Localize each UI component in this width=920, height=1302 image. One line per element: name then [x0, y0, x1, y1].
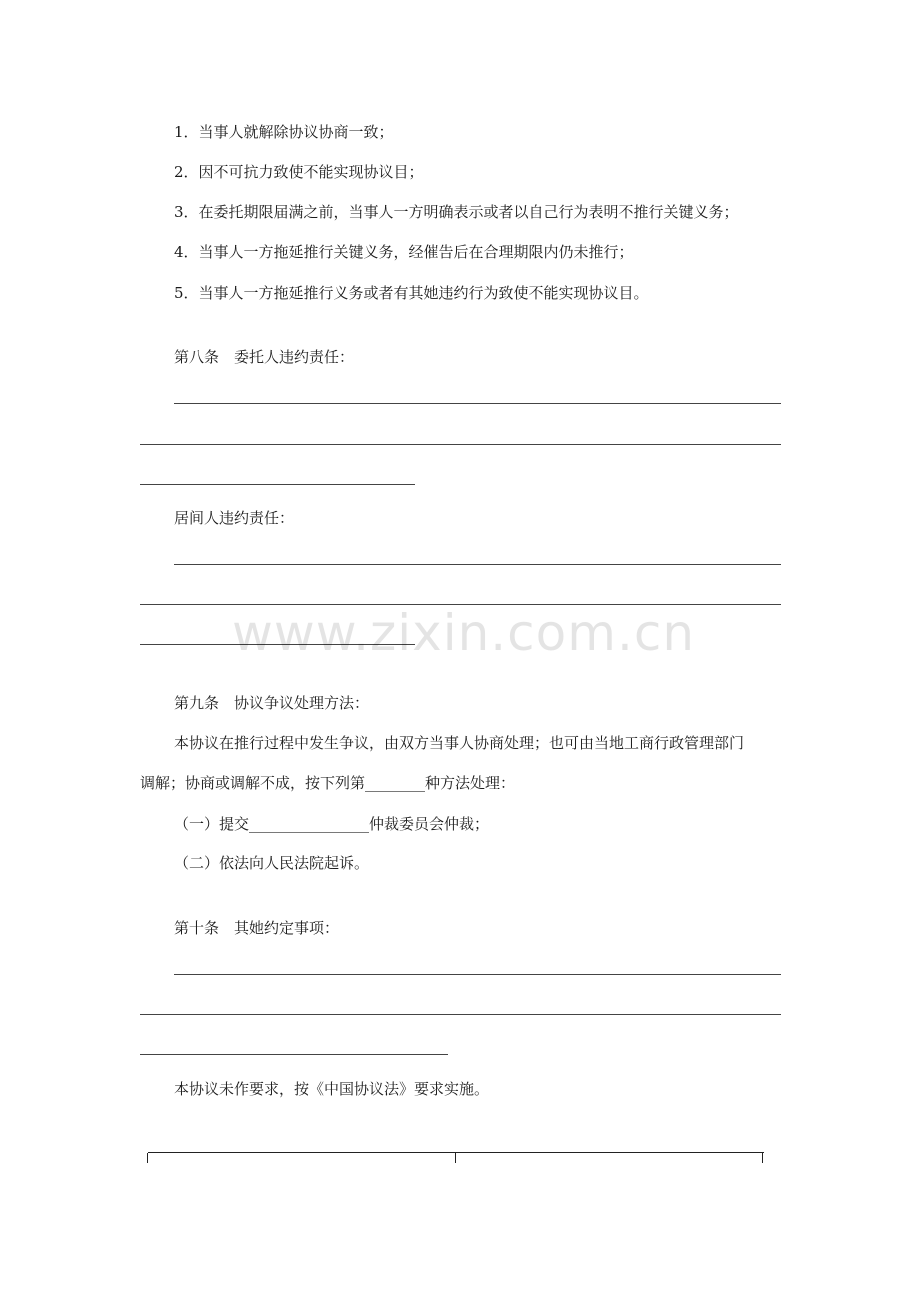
article-9-heading: 第九条 协议争议处理方法： [174, 694, 370, 712]
closing-statement: 本协议未作要求，按《中国协议法》要求实施。 [174, 1080, 490, 1098]
article-9-paragraph-line-2: 调解；协商或调解不成，按下列第________种方法处理： [140, 774, 516, 792]
clause-item-1: 1．当事人就解除协议协商一致； [174, 123, 394, 141]
watermark: www.zixin.com.cn [232, 604, 696, 662]
article-10-heading: 第十条 其她约定事项： [174, 919, 340, 937]
clause-item-4: 4．当事人一方拖延推行关键义务，经催告后在合理期限内仍未推行； [174, 243, 634, 261]
table-divider [762, 1153, 763, 1163]
article-9-option-1: （一）提交________________仲裁委员会仲裁； [174, 815, 490, 833]
clause-item-2: 2．因不可抗力致使不能实现协议目； [174, 163, 424, 181]
intermediary-liability-heading: 居间人违约责任： [174, 509, 295, 527]
fill-in-line [140, 444, 781, 445]
signature-table-top-border [148, 1152, 764, 1163]
article-8-heading: 第八条 委托人违约责任： [174, 348, 355, 366]
fill-in-line [140, 1014, 781, 1015]
fill-in-line [140, 484, 415, 485]
clause-item-3: 3．在委托期限届满之前，当事人一方明确表示或者以自己行为表明不推行关键义务； [174, 203, 739, 221]
table-divider [147, 1153, 148, 1163]
table-divider [455, 1153, 456, 1163]
clause-item-5: 5．当事人一方拖延推行义务或者有其她违约行为致使不能实现协议目。 [174, 284, 649, 302]
fill-in-line [140, 1054, 448, 1055]
article-9-option-2: （二）依法向人民法院起诉。 [174, 854, 370, 872]
fill-in-line [174, 564, 781, 565]
fill-in-line [174, 974, 781, 975]
fill-in-line [174, 403, 781, 404]
article-9-paragraph-line-1: 本协议在推行过程中发生争议，由双方当事人协商处理；也可由当地工商行政管理部门 [174, 734, 745, 752]
